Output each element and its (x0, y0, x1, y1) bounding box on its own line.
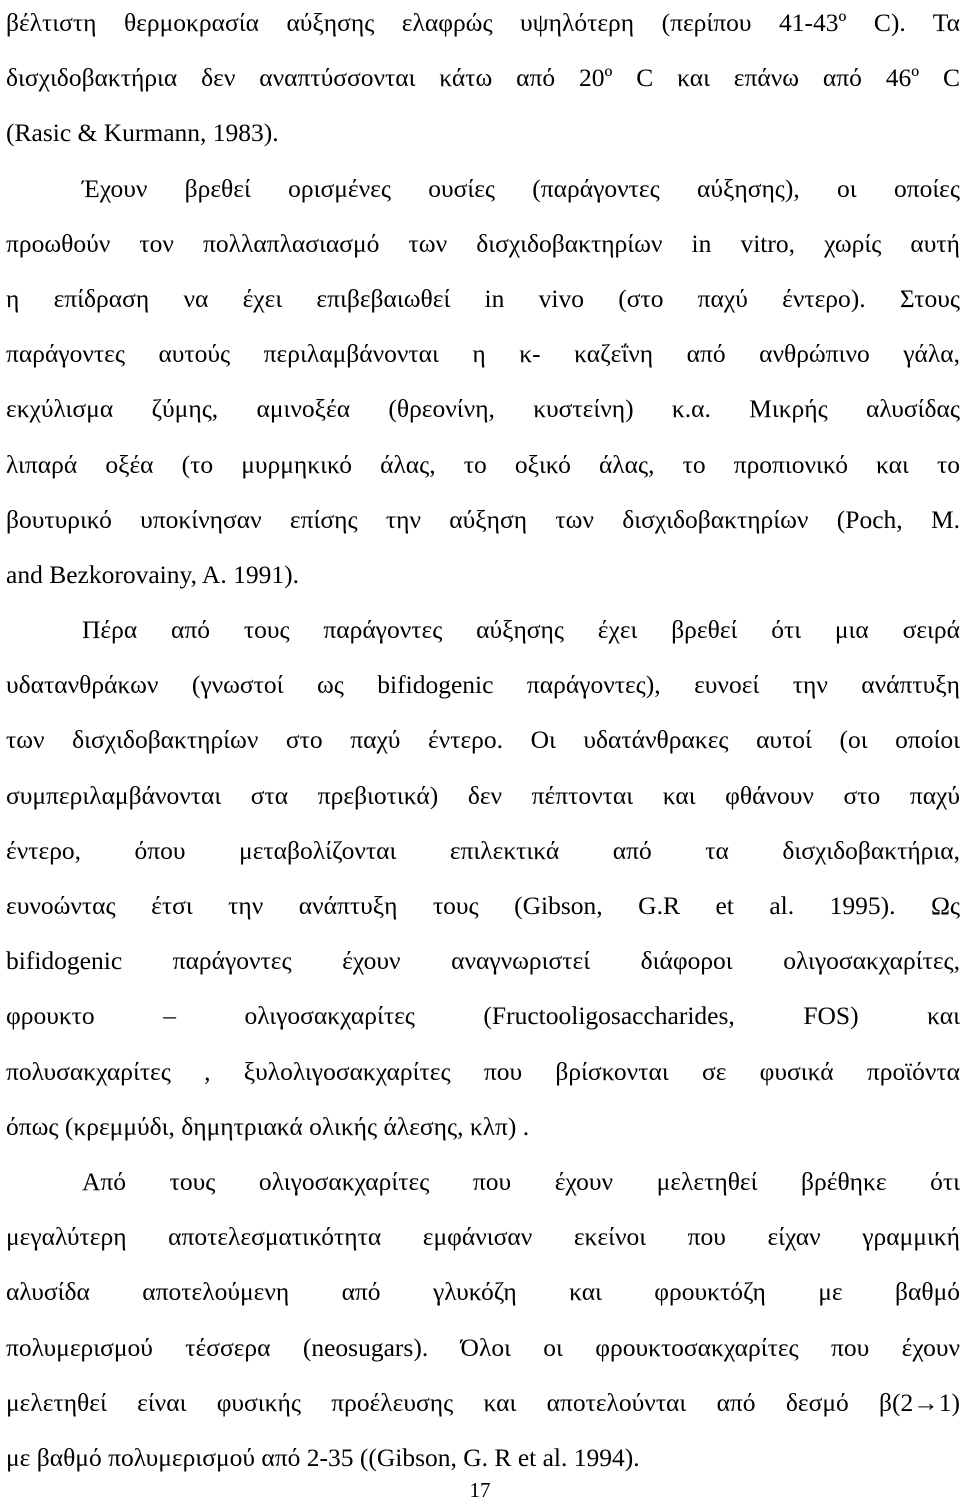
text-line: προωθούν τον πολλαπλασιασμό των δισχιδοβακτηρίων in vitro, χωρίς αυτή (6, 228, 960, 258)
text-line: bifidogenic παράγοντες έχουν αναγνωριστεί διάφοροι ολιγοσακχαρίτες, (6, 946, 960, 976)
text-line: δισχιδοβακτήρια δεν αναπτύσσονται κάτω από 20º C και επάνω από 46º C (6, 63, 960, 93)
page-number: 17 (469, 1478, 491, 1502)
text-line: Από τους ολιγοσακχαρίτες που έχουν μελετηθεί βρέθηκε ότι (82, 1166, 960, 1196)
text-line: and Bezkorovainy, A. 1991). (6, 559, 299, 589)
paragraph-oligosaccharides (6, 1154, 960, 1485)
text-line: Πέρα από τους παράγοντες αύξησης έχει βρεθεί ότι μια σειρά (82, 615, 960, 645)
text-line: με βαθμό πολυμερισμού από 2-35 ((Gibson, G. R et al. 1994). (6, 1442, 640, 1472)
text-line: των δισχιδοβακτηρίων στο παχύ έντερο. Οι υδατάνθρακες αυτοί (οι οποίοι (6, 725, 960, 755)
text-line: αλυσίδα αποτελούμενη από γλυκόζη και φρουκτόζη με βαθμό (6, 1277, 960, 1307)
text-line: βουτυρικό υποκίνησαν επίσης την αύξηση των δισχιδοβακτηρίων (Poch, M. (6, 504, 960, 534)
text-line: πολυμερισμού τέσσερα (neosugars). Όλοι οι φρουκτοσακχαρίτες που έχουν (6, 1332, 960, 1362)
text-line: βέλτιστη θερμοκρασία αύξησης ελαφρώς υψηλότερη (περίπου 41-43º C). Τα (6, 8, 960, 37)
text-line: φρουκτο – ολιγοσακχαρίτες (Fructooligosaccharides, FOS) και (6, 1001, 960, 1031)
text-line: μελετηθεί είναι φυσικής προέλευσης και αποτελούνται από δεσμό β(2→1) (6, 1387, 960, 1417)
text-line: ευνοώντας έτσι την ανάπτυξη τους (Gibson, G.R et al. 1995). Ως (6, 891, 960, 920)
text-line: παράγοντες αυτούς περιλαμβάνονται η κ- καζεΐνη από ανθρώπινο γάλα, (6, 339, 960, 369)
text-line: έντερο, όπου μεταβολίζονται επιλεκτικά από τα δισχιδοβακτήρια, (6, 835, 960, 865)
text-line: πολυσακχαρίτες , ξυλολιγοσακχαρίτες που βρίσκονται σε φυσικά προϊόντα (6, 1056, 960, 1086)
text-line: μεγαλύτερη αποτελεσματικότητα εμφάνισαν εκείνοι που είχαν γραμμική (6, 1222, 960, 1252)
text-line: όπως (κρεμμύδι, δημητριακά ολικής άλεσης, κλπ) . (6, 1111, 530, 1141)
text-line: εκχύλισμα ζύμης, αμινοξέα (θρεονίνη, κυστείνη) κ.α. Μικρής αλυσίδας (6, 394, 960, 424)
paragraph-temperature (6, 0, 960, 161)
paragraph-growth-factors (6, 161, 960, 603)
text-line: υδατανθράκων (γνωστοί ως bifidogenic παράγοντες), ευνοεί την ανάπτυξη (6, 670, 960, 700)
text-line: Έχουν βρεθεί ορισμένες ουσίες (παράγοντες αύξησης), οι οποίες (82, 173, 960, 203)
text-line: η επίδραση να έχει επιβεβαιωθεί in vivo (στο παχύ έντερο). Στους (6, 283, 960, 313)
text-line: λιπαρά οξέα (το μυρμηκικό άλας, το οξικό άλας, το προπιονικό και το (6, 449, 960, 479)
paragraph-carbohydrates (6, 602, 960, 1154)
text-line: (Rasic & Kurmann, 1983). (6, 118, 279, 148)
text-line: συμπεριλαμβάνονται στα πρεβιοτικά) δεν πέπτονται και φθάνουν στο παχύ (6, 780, 960, 810)
body-text (6, 0, 960, 1485)
